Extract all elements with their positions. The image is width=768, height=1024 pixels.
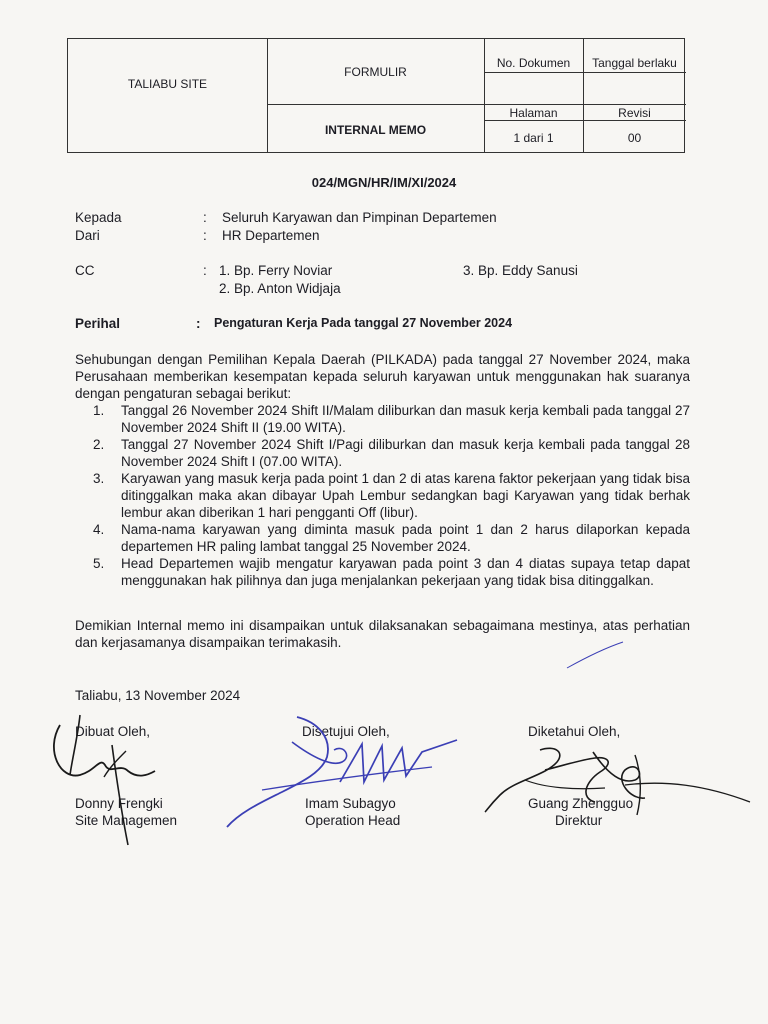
subject-value: Pengaturan Kerja Pada tanggal 27 November 2024 bbox=[214, 316, 513, 330]
subject-colon: : bbox=[196, 316, 201, 331]
doc-number-label: No. Dokumen bbox=[496, 56, 571, 70]
made-by-name: Donny Frengki bbox=[75, 796, 163, 811]
revision-label: Revisi bbox=[618, 106, 651, 120]
subject-label: Perihal bbox=[75, 316, 121, 331]
signature-guang-icon bbox=[485, 740, 755, 835]
cc-item-3: 3. Bp. Eddy Sanusi bbox=[463, 263, 578, 278]
cc-item-2: 2. Bp. Anton Widjaja bbox=[219, 281, 341, 296]
list-item: 3. Karyawan yang masuk kerja pada point 1 dan 2 di atas karena faktor pekerjaan yang tidak bisa ditinggalkan maka akan dibayar Upah Lembur sedangkan bagi Karyawan yang tidak berhak lembur akan diberikan 1 hari pengganti Off (libur). bbox=[93, 471, 690, 520]
points-list bbox=[75, 402, 690, 589]
to-colon: : bbox=[203, 210, 207, 225]
pen-mark-icon bbox=[565, 640, 625, 670]
cc-label: CC bbox=[75, 263, 95, 278]
known-by-name: Guang Zhengguo bbox=[528, 796, 634, 811]
approved-by-title: Operation Head bbox=[305, 813, 401, 828]
from-colon: : bbox=[203, 228, 207, 243]
list-item: 1. Tanggal 26 November 2024 Shift II/Malam diliburkan dan masuk kerja kembali pada tanggal 27 November 2024 Shift II (19.00 WITA). bbox=[93, 403, 690, 435]
list-item: 2. Tanggal 27 November 2024 Shift I/Pagi diliburkan dan masuk kerja kembali pada tanggal 28 November 2024 Shift I (07.00 WITA). bbox=[93, 437, 690, 469]
list-item: 5. Head Departemen wajib mengatur karyawan pada point 3 dan 4 diatas supaya tetap dapat menggunakan hak pilihnya dan juga menjalankan pekerjaan yang tidak bisa ditinggalkan. bbox=[93, 556, 690, 588]
signature-donny-icon bbox=[50, 705, 160, 850]
intro-paragraph: Sehubungan dengan Pemilihan Kepala Daerah (PILKADA) pada tanggal 27 November 2024, maka Perusahaan memberikan kesempatan kepada seluruh karyawan untuk menggunakan hak suaranya dengan pengaturan sebagai berikut: bbox=[75, 352, 690, 401]
page-label: Halaman bbox=[509, 106, 558, 120]
list-item: 4. Nama-nama karyawan yang diminta masuk pada point 1 dan 2 harus dilaporkan kepada departemen HR paling lambat tanggal 25 November 2024. bbox=[93, 522, 690, 554]
signature-imam-icon bbox=[222, 712, 462, 832]
memo-number: 024/MGN/HR/IM/XI/2024 bbox=[311, 175, 457, 190]
page-value: 1 dari 1 bbox=[513, 131, 554, 145]
approved-by-label: Disetujui Oleh, bbox=[302, 724, 390, 739]
to-value: Seluruh Karyawan dan Pimpinan Departemen bbox=[222, 210, 497, 225]
known-by-label: Diketahui Oleh, bbox=[528, 724, 621, 739]
cc-item-1: 1. Bp. Ferry Noviar bbox=[219, 263, 333, 278]
form-title: INTERNAL MEMO bbox=[324, 123, 427, 137]
made-by-title: Site Managemen bbox=[75, 813, 178, 828]
form-label: FORMULIR bbox=[344, 65, 407, 79]
site-name: TALIABU SITE bbox=[127, 77, 208, 91]
to-label: Kepada bbox=[75, 210, 122, 225]
from-value: HR Departemen bbox=[222, 228, 320, 243]
from-label: Dari bbox=[75, 228, 100, 243]
known-by-title: Direktur bbox=[555, 813, 603, 828]
closing-paragraph: Demikian Internal memo ini disampaikan untuk dilaksanakan sebagaimana mestinya, atas perhatian dan kerjasamanya disampaikan terimakasih. bbox=[75, 618, 690, 650]
place-date: Taliabu, 13 November 2024 bbox=[75, 688, 241, 703]
effective-date-label: Tanggal berlaku bbox=[592, 56, 677, 70]
cc-colon: : bbox=[203, 263, 207, 278]
document-header-table bbox=[67, 38, 685, 153]
made-by-label: Dibuat Oleh, bbox=[75, 724, 151, 739]
approved-by-name: Imam Subagyo bbox=[305, 796, 396, 811]
revision-value: 00 bbox=[627, 131, 642, 145]
